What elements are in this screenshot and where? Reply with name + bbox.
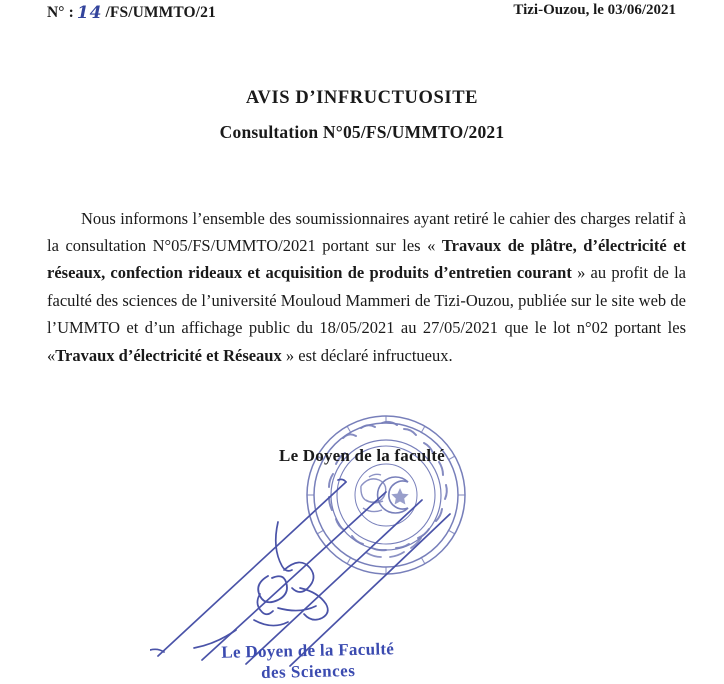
body-paragraph [47,205,686,369]
body-segment-4-bold: Travaux d’électricité et Réseaux [55,345,282,365]
reference-handwritten-number: 14 [76,3,103,23]
reference-number-block [47,2,216,22]
document-header [0,2,724,26]
reference-suffix: /FS/UMMTO/21 [105,4,216,21]
place-and-date: Tizi-Ouzou, le 03/06/2021 [513,2,676,18]
body-segment-1: Nous informons l’ensemble des soumissionnaires ayant retiré le cahier des charges relatif à la consultation N°05/FS/UMMTO/2021 portant sur les « [47,208,686,255]
signature-title: Le Doyen de la faculté [279,446,445,465]
document-subtitle: Consultation N°05/FS/UMMTO/2021 [219,122,505,142]
body-segment-5: » est déclaré infructueux. [281,345,453,365]
dean-stamp [193,638,424,684]
body-segment-3: » au profit de la faculté des sciences de l’université Mouloud Mammeri de Tizi-Ouzou, publiée sur le site web de l’UMMTO et d’un affichage public du 18/05/2021 au 27/05/2021 que le lot n°02 portant les « [47,263,686,365]
dean-stamp-line-1: Le Doyen de la Faculté [221,639,395,662]
reference-label: N° : [47,4,74,21]
document-title: AVIS D’INFRUCTUOSITE [245,88,479,108]
body-segment-2-bold: Travaux de plâtre, d’électricité et réseaux, confection rideaux et acquisition de produits d’entretien courant [47,235,686,283]
dean-stamp-line-2: des Sciences [260,661,356,682]
